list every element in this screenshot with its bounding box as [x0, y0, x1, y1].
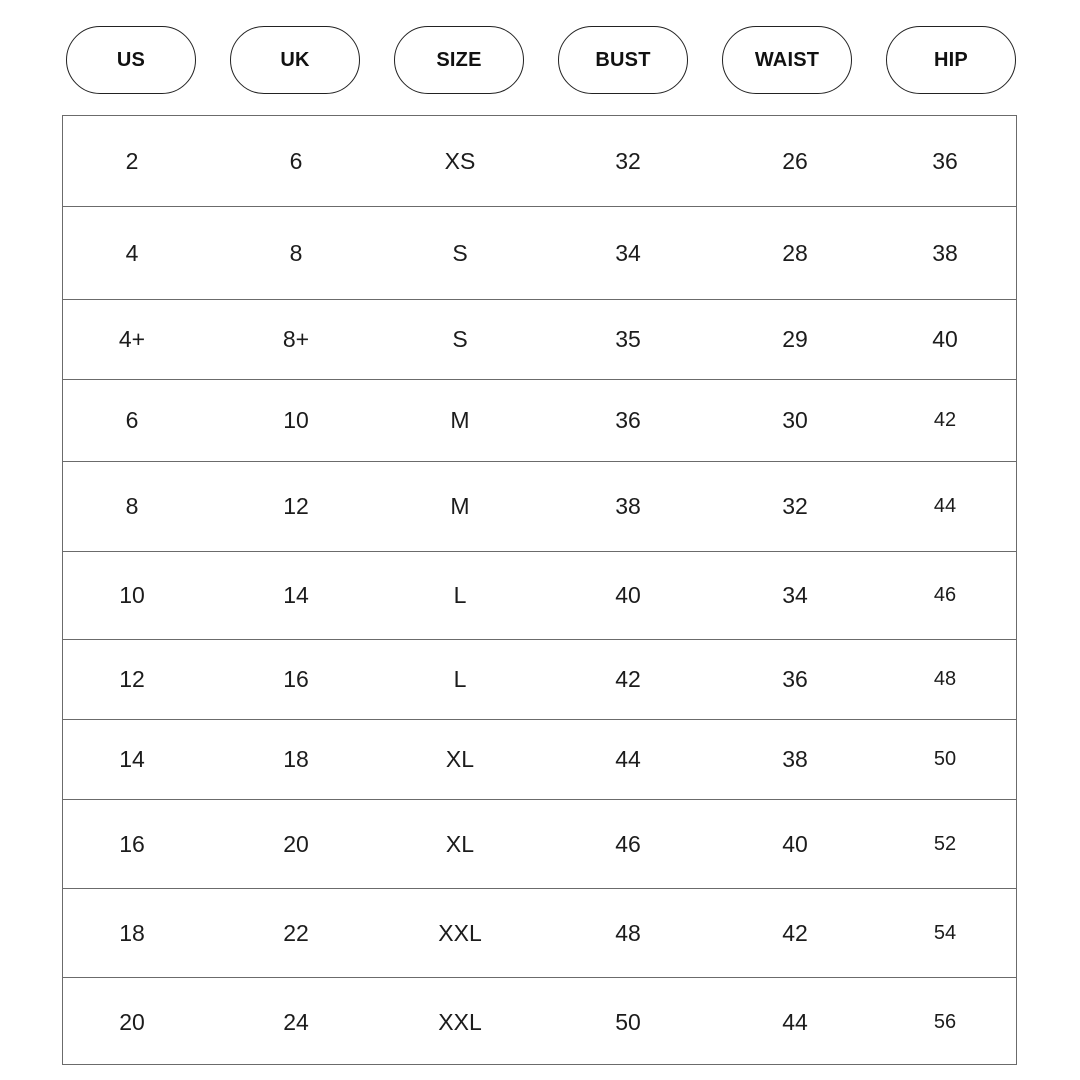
cell-us: 20: [119, 1008, 145, 1035]
cell-waist: 26: [782, 147, 808, 174]
cell-waist: 29: [782, 326, 808, 352]
cell-bust: 38: [615, 493, 641, 519]
cell-us: 2: [125, 147, 139, 174]
cell-bust: 46: [615, 830, 641, 857]
header-pill-us: US: [66, 26, 196, 94]
cell-us: 12: [119, 666, 145, 692]
cell-uk: 20: [283, 830, 309, 857]
cell-uk: 12: [283, 493, 309, 519]
table-row: [63, 977, 1016, 1066]
cell-us: 8: [125, 493, 139, 519]
cell-size: S: [452, 326, 468, 352]
cell-size: XS: [444, 147, 476, 174]
header-pill-hip: HIP: [886, 26, 1016, 94]
cell-bust: 50: [615, 1008, 641, 1035]
cell-us: 4+: [118, 326, 146, 352]
cell-hip: 56: [933, 1010, 957, 1033]
cell-bust: 40: [615, 582, 641, 608]
cell-hip: 48: [933, 668, 957, 690]
cell-waist: 40: [782, 830, 808, 857]
cell-size: XXL: [438, 919, 482, 946]
cell-hip: 36: [932, 147, 958, 174]
cell-hip: 54: [933, 921, 957, 944]
cell-hip: 38: [932, 239, 958, 266]
table-row: [63, 719, 1016, 799]
cell-us: 6: [125, 407, 139, 433]
cell-waist: 44: [782, 1008, 808, 1035]
header-pill-size: SIZE: [394, 26, 524, 94]
cell-size: M: [450, 493, 470, 519]
header-pill-uk: UK: [230, 26, 360, 94]
header-pill-bust: BUST: [558, 26, 688, 94]
size-chart-table: [62, 115, 1017, 1065]
cell-bust: 44: [615, 746, 641, 772]
cell-hip: 50: [933, 748, 957, 770]
cell-uk: 10: [283, 407, 309, 433]
cell-us: 14: [119, 746, 145, 772]
table-row: [63, 639, 1016, 719]
table-row: [63, 461, 1016, 551]
cell-waist: 30: [782, 407, 808, 433]
cell-bust: 42: [615, 666, 641, 692]
cell-uk: 24: [283, 1008, 309, 1035]
cell-hip: 42: [933, 409, 957, 431]
cell-waist: 42: [782, 919, 808, 946]
cell-bust: 34: [615, 239, 641, 266]
cell-uk: 8: [289, 239, 303, 266]
cell-size: S: [452, 239, 468, 266]
cell-waist: 28: [782, 239, 808, 266]
table-row: [63, 116, 1016, 206]
table-row: [63, 551, 1016, 639]
cell-size: XL: [445, 830, 475, 857]
cell-waist: 38: [782, 746, 808, 772]
cell-bust: 36: [615, 407, 641, 433]
cell-hip: 52: [933, 832, 957, 855]
table-row: [63, 888, 1016, 977]
cell-uk: 8+: [282, 326, 310, 352]
table-row: [63, 379, 1016, 461]
cell-waist: 34: [782, 582, 808, 608]
cell-us: 16: [119, 830, 145, 857]
cell-uk: 6: [289, 147, 303, 174]
cell-hip: 46: [933, 584, 957, 606]
cell-waist: 36: [782, 666, 808, 692]
cell-bust: 35: [615, 326, 641, 352]
cell-hip: 44: [933, 495, 957, 517]
header-pill-waist: WAIST: [722, 26, 852, 94]
cell-uk: 14: [283, 582, 309, 608]
cell-uk: 18: [283, 746, 309, 772]
cell-size: M: [450, 407, 470, 433]
cell-uk: 22: [283, 919, 309, 946]
cell-size: L: [453, 582, 467, 608]
column-header-pills: [0, 0, 1080, 110]
cell-uk: 16: [283, 666, 309, 692]
cell-bust: 32: [615, 147, 641, 174]
cell-waist: 32: [782, 493, 808, 519]
cell-hip: 40: [932, 326, 958, 352]
cell-size: XL: [445, 746, 475, 772]
cell-bust: 48: [615, 919, 641, 946]
table-row: [63, 799, 1016, 888]
cell-us: 18: [119, 919, 145, 946]
table-row: [63, 299, 1016, 379]
table-row: [63, 206, 1016, 299]
cell-us: 4: [125, 239, 139, 266]
cell-size: XXL: [438, 1008, 482, 1035]
cell-us: 10: [119, 582, 145, 608]
cell-size: L: [453, 666, 467, 692]
